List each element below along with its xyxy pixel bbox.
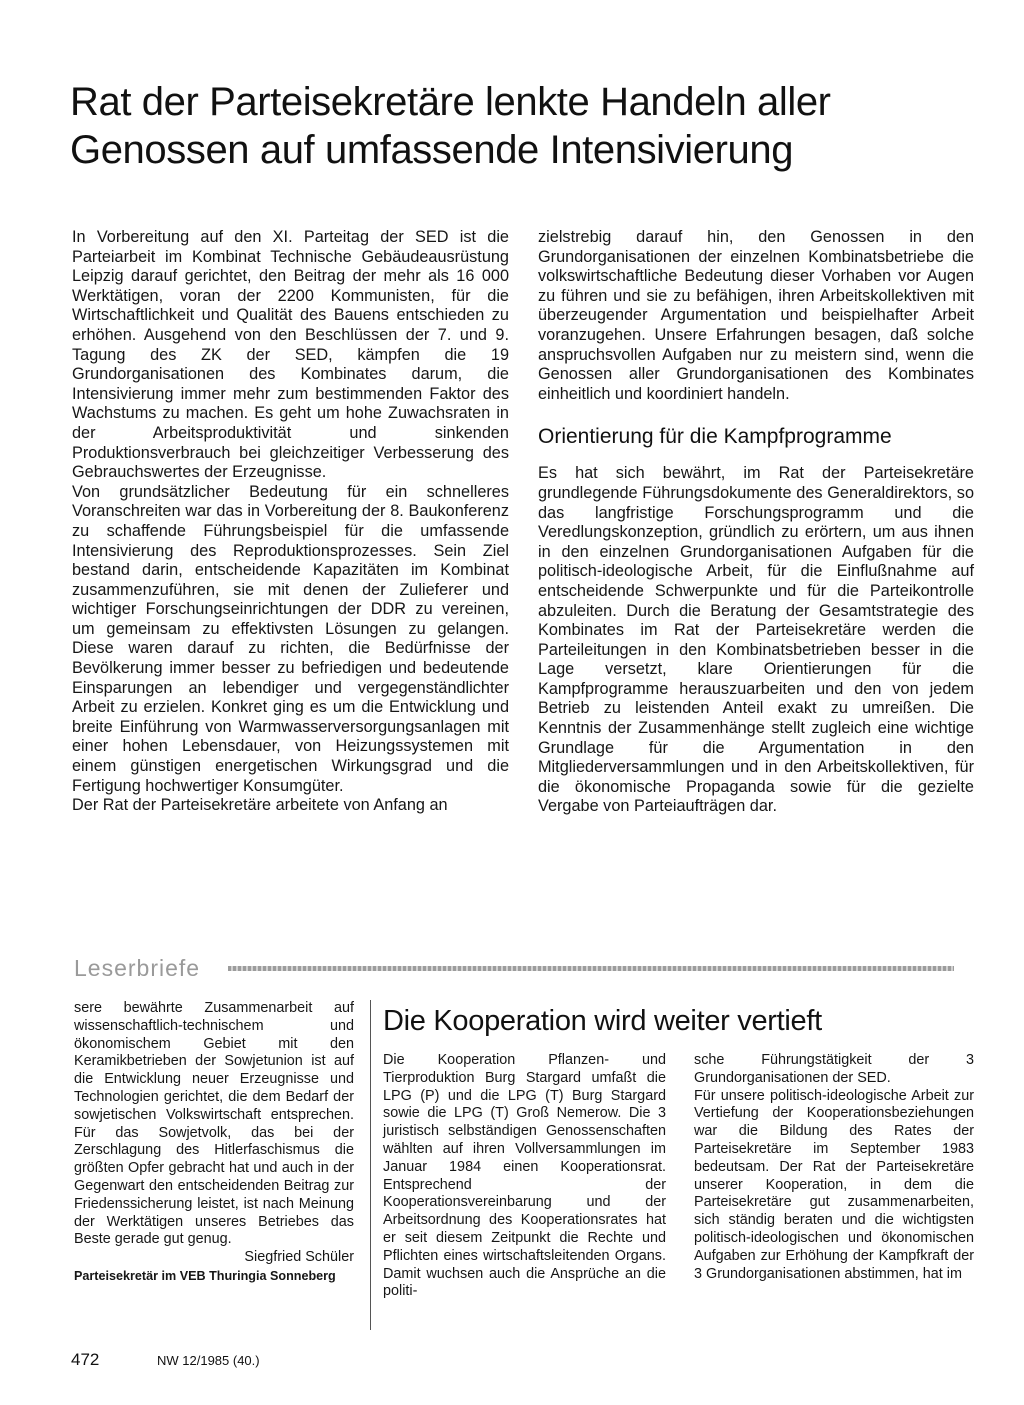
leserbrief-text: sere bewährte Zusammenarbeit auf wissenschaftlich-technischem und ökonomischem Gebiet mit den Keramikbetrieben der Sowjetunion ist auf die Entwicklung neuer Erzeugnisse und Technologien gerichtet, die dem Bedarf der sowjetischen Volkswirtschaft entsprechen. Für das Sowjetvolk, das bei der Zerschlagung des Hitlerfaschismus die größten Opfer gebracht hat und auch in der Gegenwart den entscheidenden Beitrag zur Friedenssicherung leistet, ist nach Meinung der Werktätigen unseres Betriebes das Beste gerade gut genug. [74,1000,354,1248]
leserbrief-column [74,1000,354,1286]
article-title: Rat der Parteisekretäre lenkte Handeln aller Genossen auf umfassende Intensivierung [70,80,831,172]
kooperation-paragraph: Die Kooperation Pflanzen- und Tierproduktion Burg Stargard umfaßt die LPG (P) und die LPG (T) Burg Stargard sowie die LPG (T) Groß Nemerow. Die 3 juristisch selbständigen Genossenschaften wählten auf ihren Vollversammlungen im Januar 1984 einen Kooperationsrat. Entsprechend der Kooperationsvereinbarung und der Arbeitsordnung des Kooperationsrates hat er seit diesem Zeitpunkt die Rechte und Pflichten eines wirtschaftsleitenden Organs. Damit wuchsen auch die Ansprüche an die politi- [383,1052,666,1300]
article-subheading: Orientierung für die Kampfprogramme [538,425,892,449]
article-column-left [72,228,509,816]
article-paragraph: Der Rat der Parteisekretäre arbeitete von Anfang an [72,796,448,815]
leserbriefe-rule [228,966,954,971]
kooperation-column-right [694,1052,974,1283]
kooperation-paragraph: Für unsere politisch-ideologische Arbeit zur Vertiefung der Kooperationsbeziehungen war die Bildung des Rates der Parteisekretäre im September 1983 bedeutsam. Der Rat der Parteisekretäre unserer Kooperation, in dem die Parteisekretäre gut zusammenarbeiten, sich ständig beraten und die wichtigsten politisch-ideologischen und ökonomischen Aufgaben zur Erhöhung der Kampfkraft der 3 Grundorganisationen abstimmen, hat im [694,1087,974,1282]
kooperation-column-left [383,1052,666,1301]
article-paragraph: Von grundsätzlicher Bedeutung für ein schnelleres Voranschreiten war das in Vorbereitung der 8. Baukonferenz zu schaffende Führungsbeispiel für die umfassende Intensivierung des Reproduktionsprozesses. Sein Ziel bestand darin, entscheidende Kapazitäten im Kombinat zusammenzuführen, sie mit denen der Zulieferer und wichtiger Forschungseinrichtungen der DDR zu vereinen, um gemeinsam zu effektivsten Lösungen zu gelangen. Diese waren darauf zu richten, die Bedürfnisse der Bevölkerung immer besser zu befriedigen und bedeutende Einsparungen an lebendiger und vergegenständlichter Arbeit zu erzielen. Konkret ging es um die Entwicklung und breite Einführung von Warmwasserversorgungsanlagen mit einer hohen Lebensdauer, von Heizungssystemen mit einem günstigen energetischen Wirkungsgrad und die Fertigung hochwertiger Konsumgüter. [72,482,509,795]
leserbrief-author-role: Parteisekretär im VEB Thuringia Sonneberg [74,1268,336,1283]
article-paragraph: zielstrebig darauf hin, den Genossen in den Grundorganisationen der einzelnen Kombinatsbetriebe die volkswirtschaftliche Bedeutung dieser Vorhaben vor Augen zu führen und sie zu befähigen, ihren Arbeitskollektiven mit überzeugender Argumentation und beispielhafter Arbeit voranzugehen. Unsere Erfahrungen besagen, daß solche anspruchsvollen Aufgaben nur zu meistern sind, wenn die Genossen aller Grundorganisationen des Kombinates einheitlich und koordiniert handeln. [538,228,974,403]
leserbrief-signature: Siegfried Schüler [244,1249,354,1266]
column-divider [370,1000,371,1330]
article-column-right [538,228,974,817]
page-number: 472 [71,1350,100,1369]
article-paragraph: In Vorbereitung auf den XI. Parteitag der SED ist die Parteiarbeit im Kombinat Technische Gebäudeausrüstung Leipzig darauf gerichtet, den Beitrag der mehr als 16 000 Werktätigen, voran der 2200 Kommunisten, für die Wirtschaftlichkeit und Qualität des Bauens entschieden zu erhöhen. Ausgehend von den Beschlüssen der 7. und 9. Tagung des ZK der SED, kämpfen die 19 Grundorganisationen des Kombinates darum, die Intensivierung immer mehr zum bestimmenden Faktor des Wachstums zu machen. Es geht um hohe Zuwachsraten in der Arbeitsproduktivität und sinkenden Produktionsverbrauch bei gleichzeitiger Verbesserung des Gebrauchswertes der Erzeugnisse. [72,228,509,482]
kooperation-paragraph: sche Führungstätigkeit der 3 Grundorganisationen der SED. [694,1052,974,1086]
article-paragraph: Es hat sich bewährt, im Rat der Parteisekretäre grundlegende Führungsdokumente des Generaldirektors, so das langfristige Forschungsprogramm und die Veredlungskonzeption, gründlich zu erörtern, um aus ihnen in den einzelnen Grundorganisationen Aufgaben für die politisch-ideologische Arbeit, für die Einflußnahme auf entscheidende Schwerpunkte und für die Parteikontrolle abzuleiten. Durch die Beratung der Gesamtstrategie des Kombinates im Rat der Parteisekretäre werden die Parteileitungen in den Kombinatsbetrieben besser in die Lage versetzt, klare Orientierungen für die Kampfprogramme herauszuarbeiten und den von jedem Betrieb zu leistenden Anteil exakt zu umreißen. Die Kenntnis der Zusammenhänge stellt zugleich eine wichtige Grundlage für die Argumentation in den Mitgliederversammlungen und in den Arbeitskollektiven, für die ökonomische Propaganda sowie für die gezielte Vergabe von Parteiaufträgen dar. [538,464,974,816]
issue-label: NW 12/1985 (40.) [157,1353,260,1368]
leserbriefe-label: Leserbriefe [74,955,201,981]
kooperation-title: Die Kooperation wird weiter vertieft [383,1005,822,1037]
